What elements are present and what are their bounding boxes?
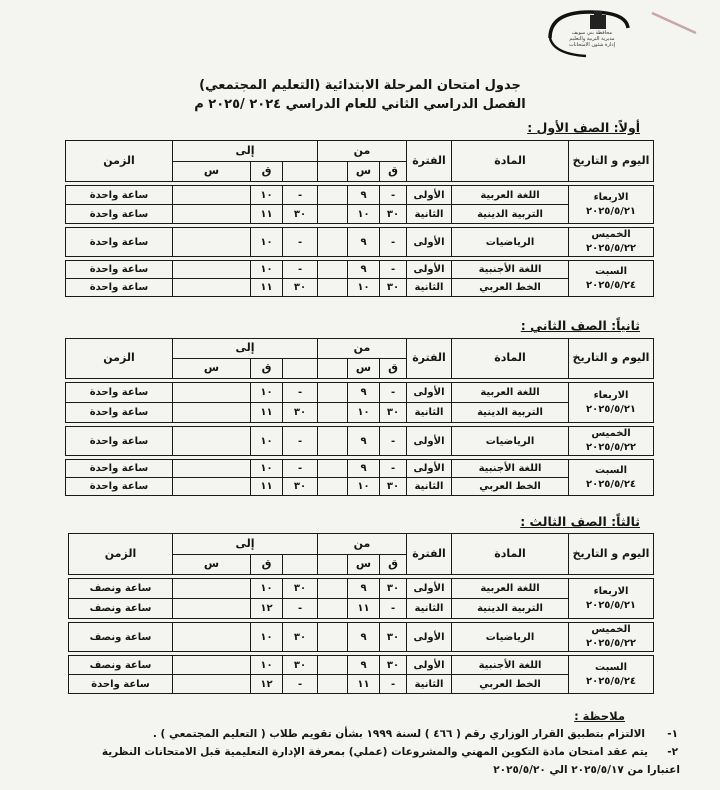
duration-cell: ساعة ونصف [69, 579, 173, 599]
from-q-cell: ٣٠ [380, 403, 407, 423]
to-s-cell: ١٠ [251, 186, 283, 205]
spacer-cell [318, 675, 348, 694]
header-to-s: س [173, 359, 251, 379]
to-q-cell: ٣٠ [283, 403, 318, 423]
header-to-s: س [173, 162, 251, 182]
from-s-cell: ٩ [348, 228, 380, 257]
header-to: إلى [173, 339, 318, 359]
spacer-cell [318, 460, 348, 478]
day-date-cell: السبت ٢٠٢٥/٥/٢٤ [569, 460, 654, 496]
note-number: ٢- [667, 746, 678, 758]
period-cell: الأولى [407, 623, 452, 652]
from-s-cell: ٩ [348, 460, 380, 478]
to-q-cell: - [283, 599, 318, 619]
duration-cell: ساعة واحدة [66, 186, 173, 205]
spacer-cell [173, 675, 251, 694]
spacer-cell [318, 279, 348, 297]
to-q-cell: ٣٠ [283, 623, 318, 652]
table-row [66, 427, 654, 456]
header-subject: المادة [452, 534, 569, 575]
from-s-cell: ١٠ [348, 403, 380, 423]
to-q-cell: - [283, 675, 318, 694]
to-q-cell: - [283, 383, 318, 403]
from-s-cell: ٩ [348, 186, 380, 205]
page-title: جدول امتحان المرحلة الابتدائية (التعليم المجتمعي) [199, 78, 521, 93]
table-row [66, 205, 654, 224]
to-s-cell: ١١ [251, 279, 283, 297]
header-from-q: ق [380, 359, 407, 379]
from-q-cell: - [380, 675, 407, 694]
to-q-cell: ٣٠ [283, 279, 318, 297]
to-q-cell: ٣٠ [283, 205, 318, 224]
duration-cell: ساعة واحدة [66, 228, 173, 257]
day-date-cell: الخميس ٢٠٢٥/٥/٢٢ [569, 427, 654, 456]
spacer-cell [318, 478, 348, 496]
subject-cell: الخط العربي [452, 675, 569, 694]
header-to: إلى [173, 534, 318, 555]
header-from-s: س [348, 162, 380, 182]
duration-cell: ساعة واحدة [66, 383, 173, 403]
duration-cell: ساعة واحدة [66, 478, 173, 496]
note-text: يتم عقد امتحان مادة التكوين المهني والمشروعات (عملي) بمعرفة الإدارة التعليمية قبل الامتحانات النظرية [101, 746, 648, 758]
header-from-s: س [348, 555, 380, 575]
duration-cell: ساعة واحدة [66, 460, 173, 478]
spacer-cell [173, 403, 251, 423]
note-continuation-text: اعتبارا من ٢٠٢٥/٥/١٧ الي ٢٠٢٥/٥/٢٠ [493, 764, 680, 776]
from-q-cell: - [380, 261, 407, 279]
duration-cell: ساعة واحدة [66, 261, 173, 279]
section-title-grade-1: أولاً: الصف الأول : [527, 120, 640, 135]
header-to: إلى [173, 141, 318, 162]
notes-heading: ملاحظة : [574, 709, 625, 723]
from-q-cell: ٣٠ [380, 656, 407, 675]
from-s-cell: ١٠ [348, 279, 380, 297]
spacer-cell [173, 579, 251, 599]
spacer-cell [173, 205, 251, 224]
period-cell: الثانية [407, 279, 452, 297]
day-date-cell: السبت ٢٠٢٥/٥/٢٤ [569, 261, 654, 297]
period-cell: الأولى [407, 656, 452, 675]
header-to-s: س [173, 555, 251, 575]
to-s-cell: ١١ [251, 403, 283, 423]
from-s-cell: ٩ [348, 427, 380, 456]
table-row [69, 599, 654, 619]
subject-cell: الرياضيات [452, 427, 569, 456]
subject-cell: التربية الدينية [452, 403, 569, 423]
from-s-cell: ٩ [348, 579, 380, 599]
spacer-cell [173, 599, 251, 619]
header-day-date: اليوم و التاريخ [569, 141, 654, 182]
to-q-cell: - [283, 186, 318, 205]
header-day-date: اليوم و التاريخ [569, 339, 654, 379]
from-q-cell: ٣٠ [380, 279, 407, 297]
to-q-cell: - [283, 427, 318, 456]
spacer-cell [173, 427, 251, 456]
duration-cell: ساعة ونصف [69, 623, 173, 652]
spacer-cell [318, 403, 348, 423]
to-q-cell: - [283, 261, 318, 279]
duration-cell: ساعة واحدة [66, 279, 173, 297]
day-date-cell: الخميس ٢٠٢٥/٥/٢٢ [569, 228, 654, 257]
duration-cell: ساعة واحدة [69, 675, 173, 694]
spacer-cell [173, 279, 251, 297]
table-row [66, 279, 654, 297]
period-cell: الأولى [407, 460, 452, 478]
from-s-cell: ٩ [348, 261, 380, 279]
duration-cell: ساعة واحدة [66, 205, 173, 224]
header-from-spacer [318, 359, 348, 379]
table-row [66, 228, 654, 257]
period-cell: الأولى [407, 228, 452, 257]
duration-cell: ساعة واحدة [66, 427, 173, 456]
spacer-cell [318, 427, 348, 456]
subject-cell: التربية الدينية [452, 599, 569, 619]
from-q-cell: ٣٠ [380, 623, 407, 652]
header-to-q-spacer [283, 162, 318, 182]
schedule-table-grade-2 [65, 338, 654, 496]
header-subject: المادة [452, 339, 569, 379]
spacer-cell [173, 478, 251, 496]
duration-cell: ساعة ونصف [69, 599, 173, 619]
period-cell: الثانية [407, 675, 452, 694]
from-s-cell: ١١ [348, 599, 380, 619]
period-cell: الثانية [407, 205, 452, 224]
spacer-cell [318, 579, 348, 599]
header-from-spacer [318, 555, 348, 575]
table-row [66, 186, 654, 205]
spacer-cell [173, 261, 251, 279]
table-row [69, 675, 654, 694]
spacer-cell [318, 656, 348, 675]
from-s-cell: ١٠ [348, 478, 380, 496]
from-q-cell: - [380, 383, 407, 403]
spacer-cell [173, 228, 251, 257]
day-date-cell: الاربعاء ٢٠٢٥/٥/٢١ [569, 579, 654, 619]
subject-cell: التربية الدينية [452, 205, 569, 224]
from-q-cell: - [380, 427, 407, 456]
header-to-q-spacer [283, 555, 318, 575]
logo-text: محافظة بني سويف مديرية التربية والتعليم إدارة شئون الامتحانات [569, 30, 615, 48]
header-day-date: اليوم و التاريخ [569, 534, 654, 575]
header-to-q: ق [251, 162, 283, 182]
spacer-cell [173, 383, 251, 403]
subject-cell: الرياضيات [452, 623, 569, 652]
duration-cell: ساعة ونصف [69, 656, 173, 675]
to-s-cell: ١٢ [251, 599, 283, 619]
to-s-cell: ١٠ [251, 656, 283, 675]
header-duration: الزمن [66, 339, 173, 379]
schedule-table-grade-1 [65, 140, 654, 297]
spacer-cell [173, 460, 251, 478]
period-cell: الثانية [407, 478, 452, 496]
header-duration: الزمن [66, 141, 173, 182]
period-cell: الأولى [407, 427, 452, 456]
from-q-cell: - [380, 228, 407, 257]
header-to-q-spacer [283, 359, 318, 379]
spacer-cell [318, 228, 348, 257]
from-q-cell: ٣٠ [380, 579, 407, 599]
header-period: الفترة [407, 339, 452, 379]
header-duration: الزمن [69, 534, 173, 575]
header-to-q: ق [251, 359, 283, 379]
from-q-cell: ٣٠ [380, 478, 407, 496]
header-subject: المادة [452, 141, 569, 182]
subject-cell: اللغة العربية [452, 579, 569, 599]
header-from-q: ق [380, 162, 407, 182]
spacer-cell [318, 186, 348, 205]
from-q-cell: ٣٠ [380, 205, 407, 224]
header-from-s: س [348, 359, 380, 379]
from-q-cell: - [380, 460, 407, 478]
day-date-cell: الاربعاء ٢٠٢٥/٥/٢١ [569, 383, 654, 423]
to-s-cell: ١١ [251, 478, 283, 496]
table-row [66, 478, 654, 496]
table-row [66, 261, 654, 279]
from-q-cell: - [380, 186, 407, 205]
spacer-cell [318, 261, 348, 279]
table-row [69, 579, 654, 599]
header-from: من [318, 534, 407, 555]
header-from: من [318, 339, 407, 359]
to-s-cell: ١١ [251, 205, 283, 224]
period-cell: الأولى [407, 383, 452, 403]
to-s-cell: ١٠ [251, 579, 283, 599]
header-from-spacer [318, 162, 348, 182]
subject-cell: اللغة العربية [452, 383, 569, 403]
table-row [66, 403, 654, 423]
from-q-cell: - [380, 599, 407, 619]
day-date-cell: السبت ٢٠٢٥/٥/٢٤ [569, 656, 654, 694]
from-s-cell: ٩ [348, 383, 380, 403]
header-from: من [318, 141, 407, 162]
note-text: الالتزام بتطبيق القرار الوزاري رقم ( ٤٦٦ ) لسنة ١٩٩٩ بشأن تقويم طلاب ( التعليم المجتمعي ) . [152, 728, 645, 740]
from-s-cell: ١١ [348, 675, 380, 694]
to-s-cell: ١٠ [251, 228, 283, 257]
spacer-cell [173, 656, 251, 675]
to-q-cell: - [283, 228, 318, 257]
subject-cell: الخط العربي [452, 478, 569, 496]
period-cell: الثانية [407, 599, 452, 619]
header-period: الفترة [407, 141, 452, 182]
from-s-cell: ٩ [348, 623, 380, 652]
from-s-cell: ٩ [348, 656, 380, 675]
table-row [66, 383, 654, 403]
section-title-grade-3: ثالثاً: الصف الثالث : [520, 514, 640, 529]
subject-cell: الرياضيات [452, 228, 569, 257]
schedule-table-grade-3 [68, 533, 654, 694]
spacer-cell [173, 623, 251, 652]
day-date-cell: الاربعاء ٢٠٢٥/٥/٢١ [569, 186, 654, 224]
to-q-cell: - [283, 460, 318, 478]
page-subtitle: الفصل الدراسي الثاني للعام الدراسي ٢٠٢٤ /٢٠٢٥ م [194, 97, 526, 112]
to-s-cell: ١٠ [251, 261, 283, 279]
to-q-cell: ٣٠ [283, 579, 318, 599]
period-cell: الأولى [407, 186, 452, 205]
note-number: ١- [667, 728, 678, 740]
to-s-cell: ١٠ [251, 460, 283, 478]
spacer-cell [173, 186, 251, 205]
table-row [69, 656, 654, 675]
from-s-cell: ١٠ [348, 205, 380, 224]
header-period: الفترة [407, 534, 452, 575]
spacer-cell [318, 205, 348, 224]
subject-cell: اللغة الأجنبية [452, 656, 569, 675]
duration-cell: ساعة واحدة [66, 403, 173, 423]
table-row [66, 460, 654, 478]
spacer-cell [318, 623, 348, 652]
to-s-cell: ١٢ [251, 675, 283, 694]
period-cell: الثانية [407, 403, 452, 423]
table-row [69, 623, 654, 652]
header-to-q: ق [251, 555, 283, 575]
header-from-q: ق [380, 555, 407, 575]
subject-cell: اللغة العربية [452, 186, 569, 205]
to-s-cell: ١٠ [251, 623, 283, 652]
day-date-cell: الخميس ٢٠٢٥/٥/٢٢ [569, 623, 654, 652]
subject-cell: اللغة الأجنبية [452, 460, 569, 478]
subject-cell: الخط العربي [452, 279, 569, 297]
period-cell: الأولى [407, 261, 452, 279]
to-q-cell: ٣٠ [283, 656, 318, 675]
subject-cell: اللغة الأجنبية [452, 261, 569, 279]
to-q-cell: ٣٠ [283, 478, 318, 496]
to-s-cell: ١٠ [251, 383, 283, 403]
section-title-grade-2: ثانياً: الصف الثاني : [520, 318, 640, 333]
spacer-cell [318, 599, 348, 619]
to-s-cell: ١٠ [251, 427, 283, 456]
pen-mark [648, 10, 700, 36]
period-cell: الأولى [407, 579, 452, 599]
spacer-cell [318, 383, 348, 403]
